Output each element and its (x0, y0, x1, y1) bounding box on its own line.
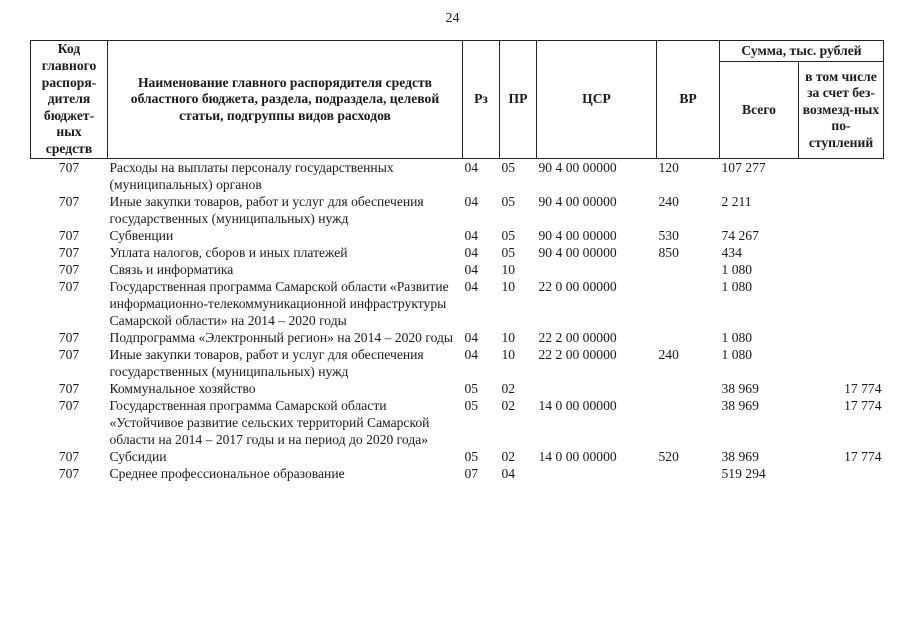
cell-pr: 02 (501, 381, 516, 396)
cell-total: 2 211 (721, 194, 752, 209)
cell-rz: 05 (464, 381, 479, 396)
cell-code: 707 (58, 262, 80, 277)
cell-code: 707 (58, 160, 80, 175)
cell-total: 519 294 (721, 466, 766, 481)
header-pr: ПР (500, 41, 537, 159)
table-row (31, 261, 884, 278)
cell-code: 707 (58, 228, 80, 243)
cell-code: 707 (58, 279, 80, 294)
cell-vr: 530 (658, 228, 679, 243)
cell-code: 707 (58, 330, 80, 345)
cell-total: 107 277 (721, 160, 766, 175)
cell-total: 1 080 (721, 347, 753, 362)
cell-free: 17 774 (844, 449, 882, 464)
cell-vr (657, 329, 720, 346)
cell-name: Иные закупки товаров, работ и услуг для обеспечения государственных (муниципальных) нужд (109, 347, 424, 379)
cell-vr: 850 (658, 245, 679, 260)
cell-vr (657, 380, 720, 397)
cell-rz: 07 (464, 466, 479, 481)
cell-code: 707 (58, 398, 80, 413)
table-body (31, 159, 884, 483)
header-name: Наименование главного распорядителя средств областного бюджета, раздела, подраздела, целевой статьи, подгруппы видов расходов (108, 41, 463, 159)
header-csr: ЦСР (537, 41, 657, 159)
cell-free (799, 159, 884, 194)
table-header (31, 41, 884, 159)
cell-vr (657, 261, 720, 278)
cell-name: Связь и информатика (109, 262, 234, 277)
table-row (31, 346, 884, 380)
header-code: Код главного распоря-дителя бюджет-ных средств (31, 41, 108, 159)
cell-csr: 90 4 00 00000 (538, 160, 617, 175)
cell-csr: 90 4 00 00000 (538, 228, 617, 243)
cell-total: 74 267 (721, 228, 759, 243)
cell-vr: 520 (658, 449, 679, 464)
cell-free: 17 774 (844, 398, 882, 413)
cell-total: 38 969 (721, 381, 759, 396)
cell-pr: 05 (501, 160, 516, 175)
table-row (31, 397, 884, 448)
cell-free (799, 193, 884, 227)
cell-name: Государственная программа Самарской области «Развитие информационно-телекоммуникационной инфраструктуры Самарской области» на 2014 – 2020 годы (109, 279, 449, 328)
cell-vr: 120 (658, 160, 679, 175)
table-row (31, 380, 884, 397)
cell-pr: 10 (501, 279, 516, 294)
header-rz: Рз (463, 41, 500, 159)
header-sum: Сумма, тыс. рублей (720, 41, 884, 62)
cell-pr: 05 (501, 194, 516, 209)
cell-code: 707 (58, 194, 80, 209)
cell-free (799, 346, 884, 380)
cell-code: 707 (58, 449, 80, 464)
cell-name: Уплата налогов, сборов и иных платежей (109, 245, 348, 260)
table-row (31, 159, 884, 194)
table-row (31, 278, 884, 329)
cell-total: 38 969 (721, 449, 759, 464)
cell-name: Расходы на выплаты персоналу государственных (муниципальных) органов (109, 160, 394, 192)
cell-code: 707 (58, 381, 80, 396)
cell-csr (537, 465, 657, 482)
table-row (31, 193, 884, 227)
cell-free (799, 278, 884, 329)
cell-rz: 04 (464, 228, 479, 243)
cell-name: Подпрограмма «Электронный регион» на 2014 – 2020 годы (109, 330, 454, 345)
cell-name: Коммунальное хозяйство (109, 381, 256, 396)
cell-rz: 04 (464, 347, 479, 362)
cell-free (799, 244, 884, 261)
header-free: в том числе за счет без-возмезд-ных по-ступлений (799, 62, 884, 159)
table-row (31, 244, 884, 261)
cell-vr (657, 397, 720, 448)
cell-pr: 10 (501, 262, 516, 277)
cell-pr: 02 (501, 449, 516, 464)
cell-csr: 22 2 00 00000 (538, 347, 617, 362)
cell-free: 17 774 (844, 381, 882, 396)
cell-rz: 04 (464, 330, 479, 345)
cell-code: 707 (58, 245, 80, 260)
cell-pr: 10 (501, 347, 516, 362)
cell-pr: 02 (501, 398, 516, 413)
cell-rz: 04 (464, 279, 479, 294)
cell-total: 1 080 (721, 330, 753, 345)
cell-vr: 240 (658, 347, 679, 362)
cell-total: 38 969 (721, 398, 759, 413)
cell-rz: 05 (464, 449, 479, 464)
table-row (31, 465, 884, 482)
cell-name: Государственная программа Самарской области «Устойчивое развитие сельских территорий Самарской области на 2014 – 2017 годы и на период до 2020 года» (109, 398, 430, 447)
cell-free (799, 329, 884, 346)
cell-csr: 14 0 00 00000 (538, 449, 617, 464)
cell-vr: 240 (658, 194, 679, 209)
cell-rz: 04 (464, 245, 479, 260)
cell-name: Среднее профессиональное образование (109, 466, 345, 481)
cell-csr: 22 0 00 00000 (538, 279, 617, 294)
cell-csr (537, 261, 657, 278)
cell-csr: 90 4 00 00000 (538, 245, 617, 260)
cell-rz: 04 (464, 160, 479, 175)
cell-name: Субвенции (109, 228, 174, 243)
cell-name: Иные закупки товаров, работ и услуг для обеспечения государственных (муниципальных) нужд (109, 194, 424, 226)
cell-pr: 04 (501, 466, 516, 481)
table-row (31, 448, 884, 465)
cell-pr: 05 (501, 228, 516, 243)
cell-rz: 05 (464, 398, 479, 413)
cell-vr (657, 278, 720, 329)
cell-total: 434 (721, 245, 742, 260)
cell-code: 707 (58, 347, 80, 362)
cell-vr (657, 465, 720, 482)
table-row (31, 227, 884, 244)
budget-table (30, 40, 884, 482)
header-vr: ВР (657, 41, 720, 159)
cell-name: Субсидии (109, 449, 167, 464)
header-total: Всего (720, 62, 799, 159)
cell-pr: 05 (501, 245, 516, 260)
table-row (31, 329, 884, 346)
page-number: 24 (445, 11, 460, 26)
cell-csr: 14 0 00 00000 (538, 398, 617, 413)
cell-rz: 04 (464, 194, 479, 209)
cell-rz: 04 (464, 262, 479, 277)
cell-csr (537, 380, 657, 397)
cell-total: 1 080 (721, 262, 753, 277)
cell-free (799, 227, 884, 244)
cell-csr: 90 4 00 00000 (538, 194, 617, 209)
cell-pr: 10 (501, 330, 516, 345)
cell-csr: 22 2 00 00000 (538, 330, 617, 345)
cell-total: 1 080 (721, 279, 753, 294)
cell-code: 707 (58, 466, 80, 481)
cell-free (799, 465, 884, 482)
cell-free (799, 261, 884, 278)
